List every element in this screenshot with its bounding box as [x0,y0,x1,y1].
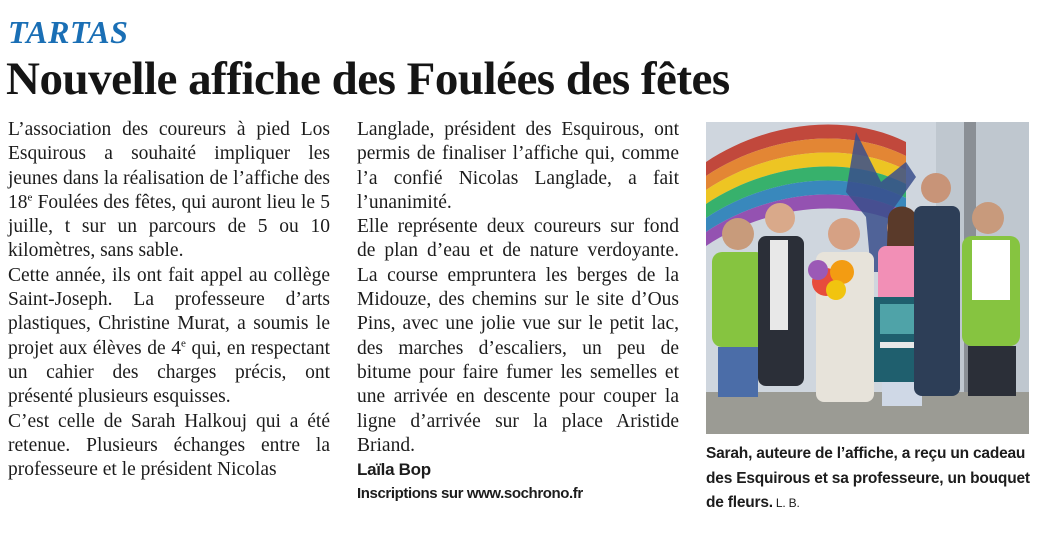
paragraph-2-text-a: Cette année, ils ont fait appel au collège Saint-Joseph. La professeure d’arts plastiques, Christine Murat, a soumis le projet aux élèves de 4 [8,264,330,359]
superscript-e-2: e [181,337,186,350]
paragraph-2 [8,264,330,410]
author-byline: Laïla Bop [357,460,431,480]
kicker-location: TARTAS [8,14,129,50]
paragraph-1 [8,118,330,264]
paragraph-1-text-b: Foulées des fêtes, qui auront lieu le 5 juille, t sur un parcours de 5 ou 10 kilomètres, sans sable. [8,191,330,262]
paragraph-3: C’est celle de Sarah Halkouj qui a été retenue. Plusieurs échanges entre la professeure et le président Nicolas [8,410,330,481]
headline: Nouvelle affiche des Foulées des fêtes [6,53,730,105]
paragraph-5: Elle représente deux coureurs sur fond de plan d’eau et de nature verdoyante. La course empruntera les berges de la Midouze, des chemins sur le site d’Ous Pins, avec une jolie vue sur le petit lac, des marches d’escaliers, un peu de bitume pour faire fumer les semelles et une arrivée en descente pour couper la ligne d’arrivée sur la place Aristide Briand. [357,216,679,456]
group-photo-icon [706,122,1029,434]
body-column-2 [357,118,679,506]
photo-credit: L. B. [775,496,800,510]
photo-caption [706,442,1036,516]
caption-text: Sarah, auteure de l’affiche, a reçu un cadeau des Esquirous et sa professeure, un bouquet de fleurs. [706,445,1030,511]
superscript-e: e [27,191,33,204]
paragraph-4: Langlade, président des Esquirous, ont permis de finaliser l’affiche qui, comme l’a confié Nicolas Langlade, a fait l’unanimité. [357,119,679,213]
paragraph-1-text-a: L’association des coureurs à pied Los Esquirous a souhaité impliquer les jeunes dans la réalisation de l’affiche des 18 [8,119,330,213]
body-column-1 [8,118,330,482]
inscriptions-note: Inscriptions sur www.sochrono.fr [357,485,583,503]
paragraph-2-text-b: qui, en respectant un cahier des charges précis, ont présenté plusieurs esquisses. [8,337,330,408]
group-photo [706,122,1029,434]
